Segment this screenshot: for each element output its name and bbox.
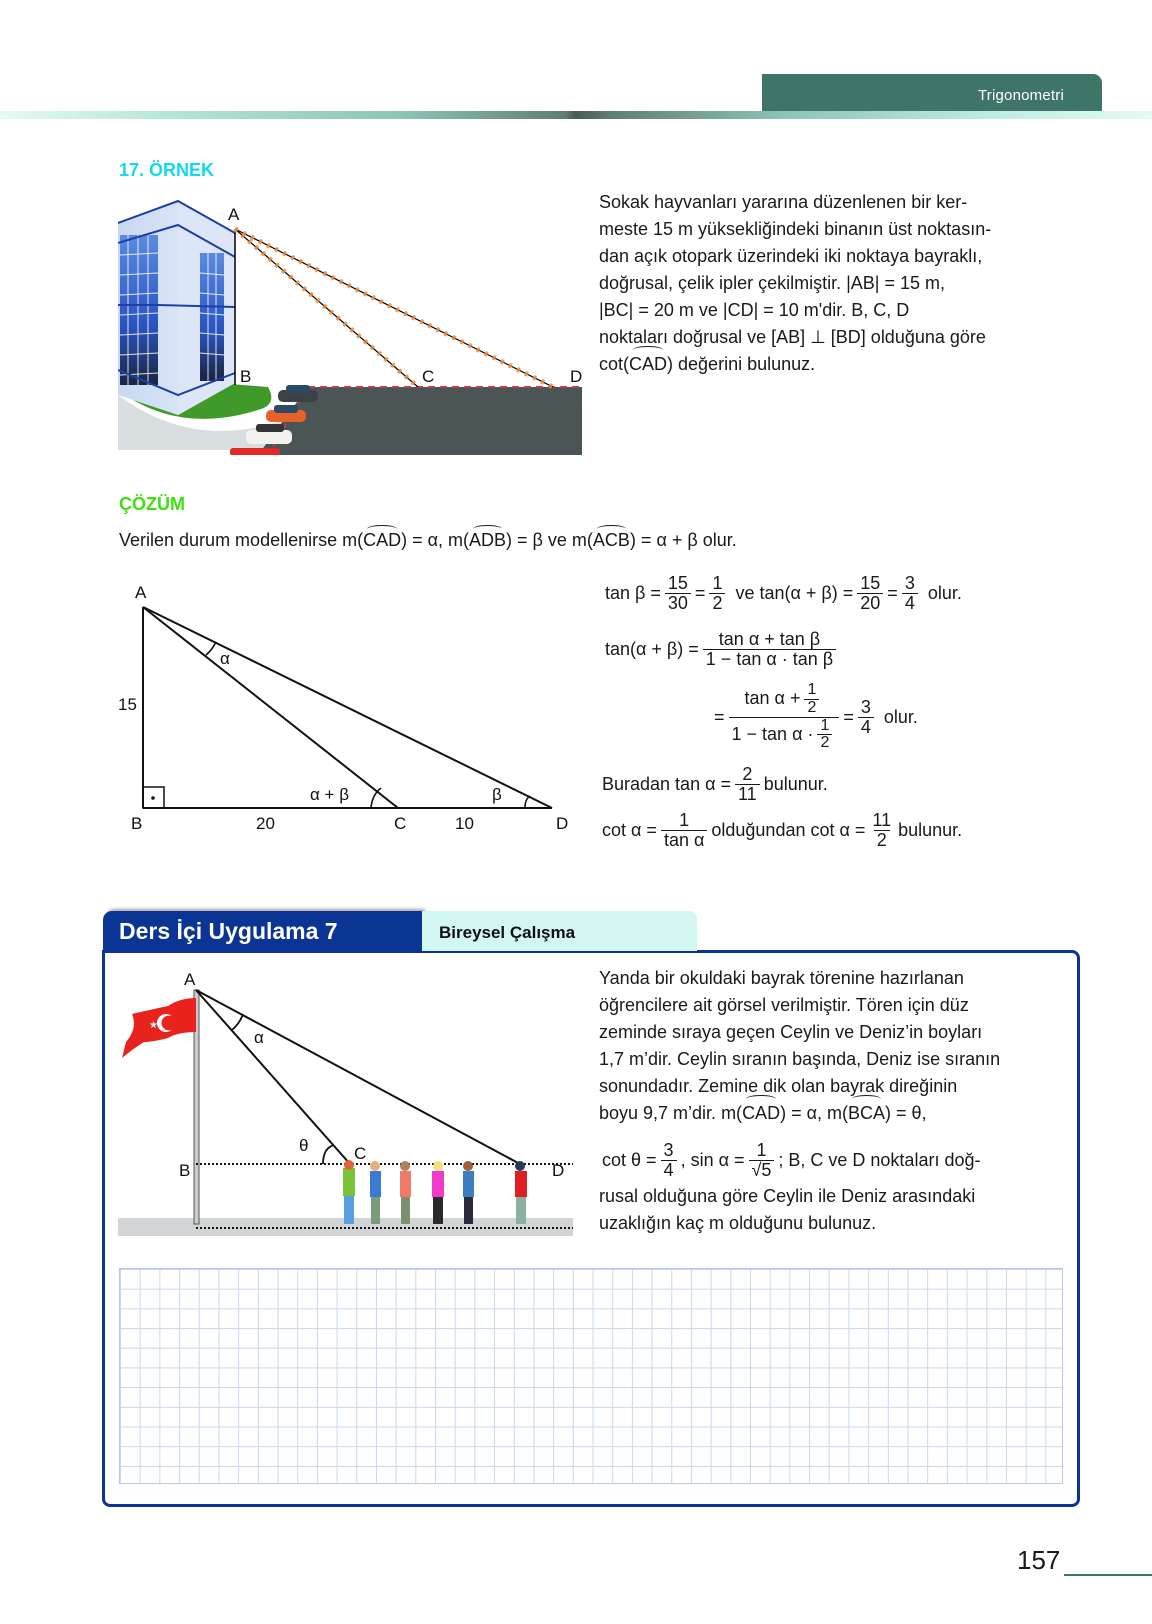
application-tab [103, 911, 422, 951]
solution-triangle-diagram [118, 580, 578, 830]
flag-star-icon: ★ [149, 1020, 158, 1031]
fraction: $\frac{3}{4}$ [661, 1141, 677, 1180]
label-beta: β [492, 785, 502, 804]
segment-ac [143, 607, 398, 808]
photo-label-b: B [240, 367, 252, 386]
segment-ac [196, 990, 350, 1164]
question-line: cot(CAD) değerini bulunuz. [599, 351, 991, 378]
segment-ad [143, 607, 552, 808]
label-b: B [179, 1161, 191, 1180]
angle-cad: CAD [742, 1100, 780, 1127]
text-line: rusal olduğuna göre Ceylin ile Deniz arasındaki [599, 1186, 976, 1206]
application-subtitle-tab [422, 911, 697, 951]
text-line: boyu 9,7 m’dir. m(CAD) = α, m(BCA) = θ, [599, 1100, 1000, 1127]
label-d: D [556, 814, 569, 830]
application-problem-text [599, 965, 1000, 1127]
text-line: uzaklığın kaç m olduğunu bulunuz. [599, 1213, 877, 1233]
students-row [343, 1160, 527, 1224]
fraction: $\frac{15}{20}$ [857, 574, 883, 613]
text-line: dan açık otopark üzerindeki iki noktaya bayraklı, [599, 246, 983, 266]
application-given-values: cot θ = $\frac{3}{4}$ , sin α = $\frac{1}{√5}$ ; B, C ve D noktaları doğ- [602, 1140, 981, 1180]
text-line: zeminde sıraya geçen Ceylin ve Deniz’in boyları [599, 1022, 983, 1042]
text-line: Sokak hayvanları yararına düzenlenen bir ker- [599, 192, 968, 212]
building-parking-illustration [118, 195, 582, 455]
page-number: 157 [1017, 1545, 1061, 1575]
photo-label-a: A [228, 205, 240, 224]
text-line: sonundadır. Zemine dik olan bayrak direğinin [599, 1076, 958, 1096]
label-b: B [131, 814, 143, 830]
fraction: $\frac{11}{2}$ [872, 810, 892, 850]
text-line: öğrencilere ait görsel verilmiştir. Tören için düz [599, 995, 969, 1015]
segment-ad [196, 990, 520, 1164]
angle-acb: ACB [592, 530, 630, 550]
label-cd-length: 10 [455, 814, 474, 830]
angle-cad: CAD [629, 351, 667, 378]
label-a: A [135, 583, 147, 602]
fraction: $\frac{3}{4}$ [858, 698, 874, 737]
fraction: $\frac{1}{2}$ [709, 574, 725, 613]
text-line: 1,7 m’dir. Ceylin sıranın başında, Deniz ise sıranın [599, 1049, 1001, 1069]
label-alpha: α [254, 1028, 264, 1047]
angle-adb: ADB [469, 530, 507, 550]
header-gradient-bar [0, 111, 1152, 119]
photo-label-c: C [422, 367, 435, 386]
step-substitution: = tan α + $\frac{1}{2}$ 1 − tan α · $\frac{1}{2}$ = $\frac{3}{4}$ olur. [714, 681, 918, 752]
solution-title: ÇÖZÜM [119, 494, 185, 514]
alpha-arc [232, 1014, 243, 1030]
application-title: Ders İçi Uygulama 7 [119, 918, 338, 944]
text-line: Yanda bir okuldaki bayrak törenine hazırlanan [599, 968, 964, 988]
fraction: $\frac{\text{tan α + tan β}}{\text{1 − tan α · tan β}}$ [703, 630, 836, 669]
section-title: Trigonometri [977, 87, 1064, 104]
text-line: meste 15 m yüksekliğindeki binanın üst noktasın- [599, 219, 992, 239]
label-c: C [354, 1144, 367, 1163]
fraction: tan α + $\frac{1}{2}$ 1 − tan α · $\frac{1}{2}$ [729, 682, 840, 752]
fraction: $\frac{1}{√5}$ [749, 1141, 775, 1180]
fraction: $\frac{3}{4}$ [902, 574, 918, 613]
fraction: $\frac{1}{\text{tan α}}$ [661, 811, 707, 850]
angle-cad: CAD [363, 530, 402, 550]
fraction: $\frac{15}{30}$ [665, 574, 691, 613]
theta-arc [323, 1145, 334, 1164]
step-tan-sum-formula: tan(α + β) = $\frac{\text{tan α + tan β}}{\text{1 − tan α · tan β}}$ [605, 630, 840, 669]
answer-grid-area[interactable] [119, 1268, 1063, 1484]
fraction: $\frac{2}{11}$ [735, 765, 760, 804]
flagpole-diagram [118, 968, 573, 1238]
step-tan-beta: tan β = $\frac{15}{30}$ = $\frac{1}{2}$ ve tan(α + β) = $\frac{15}{20}$ = $\frac{3}{4}$ olur. [605, 573, 962, 613]
page-number-rule [1064, 1574, 1152, 1576]
label-theta: θ [299, 1136, 309, 1155]
example-problem-text [599, 189, 991, 378]
section-header-tab [762, 74, 1102, 111]
step-cot-alpha-result: cot α = $\frac{1}{\text{tan α}}$ olduğundan cot α = $\frac{11}{2}$ bulunur. [602, 810, 963, 850]
label-d: D [552, 1161, 565, 1180]
label-alpha-beta: α + β [310, 785, 349, 804]
example-title: 17. ÖRNEK [119, 160, 215, 180]
solution-intro: Verilen durum modellenirse m(CAD) = α, m(ADB) = β ve m(ACB) = α + β olur. [119, 530, 737, 550]
step-tan-alpha-result: Buradan tan α = $\frac{2}{11}$ bulunur. [602, 764, 828, 804]
application-problem-text-end [599, 1183, 975, 1237]
label-ab-length: 15 [118, 695, 137, 714]
text-line: doğrusal, çelik ipler çekilmiştir. |AB| = 15 m, [599, 273, 945, 293]
label-bc-length: 20 [256, 814, 275, 830]
label-alpha: α [220, 649, 230, 668]
photo-label-d: D [570, 367, 582, 386]
alpha-arc [206, 642, 216, 655]
text-line: |BC| = 20 m ve |CD| = 10 m'dir. B, C, D [599, 300, 910, 320]
application-subtitle: Bireysel Çalışma [439, 923, 576, 942]
label-a: A [184, 970, 196, 989]
text-line: noktaları doğrusal ve [AB] ⊥ [BD] olduğuna göre [599, 327, 986, 347]
angle-bca: BCA [848, 1100, 885, 1127]
label-c: C [394, 814, 407, 830]
